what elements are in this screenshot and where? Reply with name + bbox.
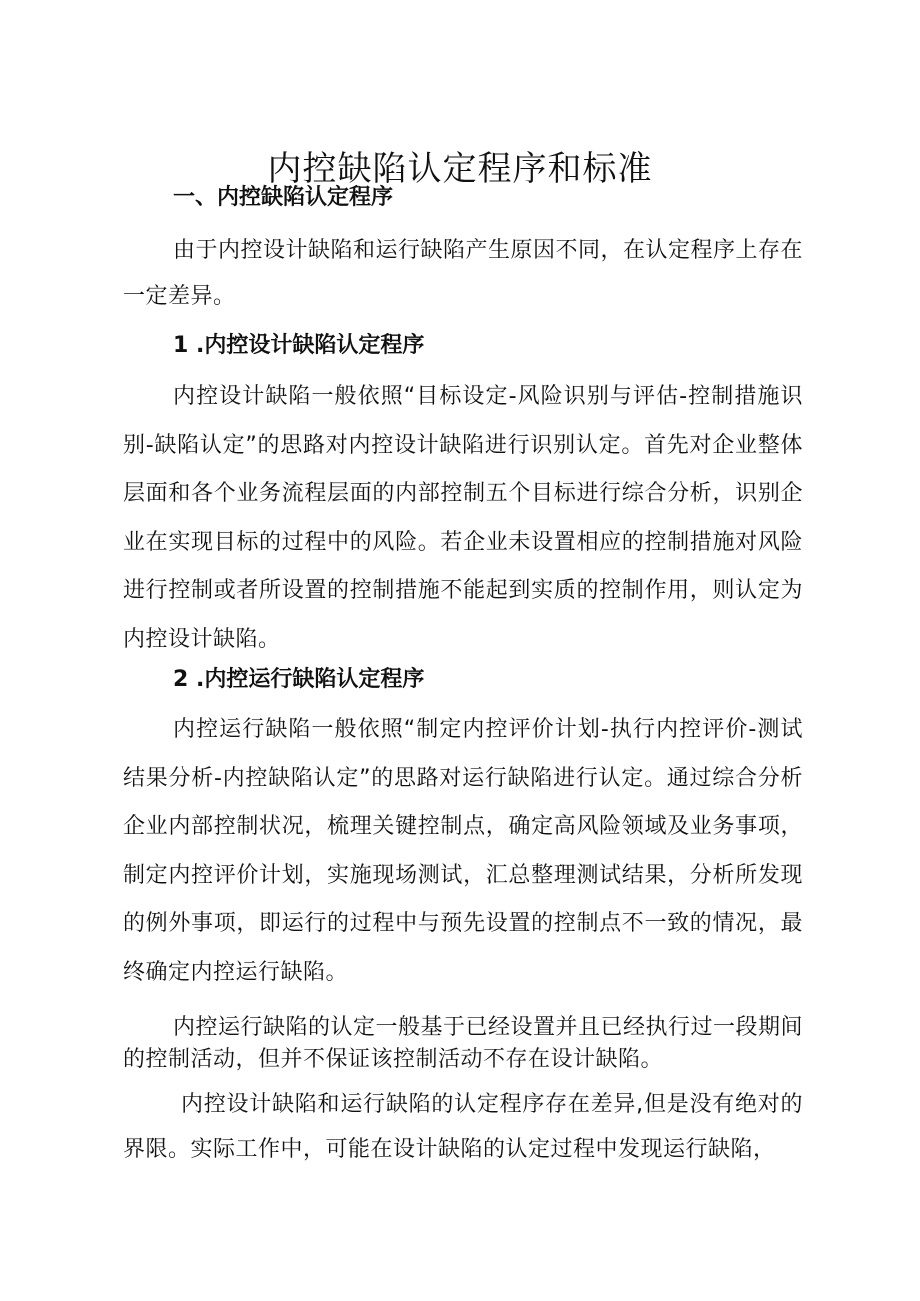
subheading-design-defect: 1 .内控设计缺陷认定程序 <box>173 333 425 358</box>
subheading-operation-defect: 2 .内控运行缺陷认定程序 <box>173 667 425 692</box>
defect-boundary-paragraph: 内控设计缺陷和运行缺陷的认定程序存在差异,但是没有绝对的界限。实际工作中，可能在设计缺陷的认定过程中发现运行缺陷， <box>123 1092 803 1162</box>
document-title: 内控缺陷认定程序和标准 <box>267 148 653 189</box>
section-intro-paragraph: 由于内控设计缺陷和运行缺陷产生原因不同，在认定程序上存在一定差异。 <box>123 238 804 309</box>
operation-defect-paragraph: 内控运行缺陷一般依照“制定内控评价计划-执行内控评价-测试结果分析-内控缺陷认定”的思路对运行缺陷进行认定。通过综合分析企业内部控制状况，梳理关键控制点，确定高风险领域及业务事项，制定内控评价计划，实施现场测试，汇总整理测试结果，分析所发现的例外事项，即运行的过程中与预先设置的控制点不一致的情况，最终确定内控运行缺陷。 <box>123 717 803 985</box>
section-heading-procedure: 一、内控缺陷认定程序 <box>173 185 394 210</box>
operation-defect-note-paragraph: 内控运行缺陷的认定一般基于已经设置并且已经执行过一段期间的控制活动，但并不保证该控制活动不存在设计缺陷。 <box>123 1015 804 1072</box>
design-defect-paragraph: 内控设计缺陷一般依照“目标设定-风险识别与评估-控制措施识别-缺陷认定”的思路对内控设计缺陷进行识别认定。首先对企业整体层面和各个业务流程层面的内部控制五个目标进行综合分析，识别企业在实现目标的过程中的风险。若企业未设置相应的控制措施对风险进行控制或者所设置的控制措施不能起到实质的控制作用，则认定为内控设计缺陷。 <box>123 384 803 652</box>
